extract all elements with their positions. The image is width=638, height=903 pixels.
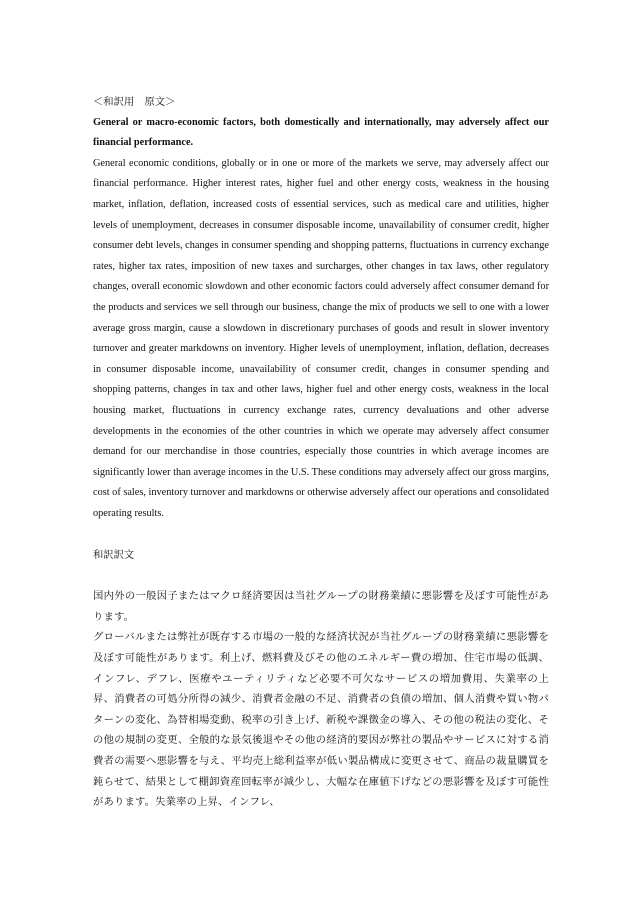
japanese-heading: 国内外の一般因子またはマクロ経済要因は当社グループの財務業績に悪影響を及ぼす可能性があります。 — [93, 590, 549, 623]
source-text-label: ＜和訳用 原文＞ — [93, 96, 176, 108]
english-heading: General or macro-economic factors, both domestically and internationally, may adversely affect our financial performance. — [93, 116, 549, 149]
section-gap — [93, 524, 549, 545]
translation-label: 和訳訳文 — [93, 549, 135, 562]
section-gap — [93, 566, 549, 587]
japanese-body: グローバルまたは弊社が既存する市場の一般的な経済状況が当社グループの財務業績に悪影響を及ぼす可能性があります。利上げ、燃料費及びその他のエネルギー費の増加、住宅市場の低調、インフレ、デフレ、医療やユーティリティなど必要不可欠なサービスの増加費用、失業率の上昇、消費者の可処分所得の減少、消費者金融の不足、消費者の負債の増加、個人消費や買い物パターンの変化、為替相場変動、税率の引き上げ、新税や課徴金の導入、その他の税法の変化、その他の規制の変更、全般的な景気後退やその他の経済的要因が弊社の製品やサービスに対する消費者の需要へ悪影響を与え、平均売上総利益率が低い製品構成に変更させて、商品の裁量購買を鈍らせて、結果として棚卸資産回転率が減少し、大幅な在庫値下げなどの悪影響を及ぼす可能性があります。失業率の上昇、インフレ、 — [93, 631, 549, 809]
english-body: General economic conditions, globally or in one or more of the markets we serve, may adversely affect our financial performance. Higher interest rates, higher fuel and other energy costs, weakness in the housing market, inflation, deflation, increased costs of essential services, such as medical care and utilities, higher levels of unemployment, decreases in consumer disposable income, unavailability of consumer credit, higher consumer debt levels, changes in consumer spending and shopping patterns, fluctuations in currency exchange rates, higher tax rates, imposition of new taxes and surcharges, other changes in tax laws, other regulatory changes, overall economic slowdown and other economic factors could adversely affect consumer demand for the products and services we sell through our business, change the mix of products we sell to one with a lower average gross margin, cause a slowdown in discretionary purchases of goods and result in slower inventory turnover and greater markdowns on inventory. Higher levels of unemployment, inflation, deflation, decreases in consumer disposable income, unavailability of consumer credit, changes in consumer spending and shopping patterns, changes in tax and other laws, higher fuel and other energy costs, weakness in the local housing market, fluctuations in currency exchange rates, currency devaluations and other adverse developments in the economies of the other countries in which we operate may adversely affect consumer demand for our merchandise in those countries, especially those countries in which average incomes are significantly lower than average incomes in the U.S. These conditions may adversely affect our gross margins, cost of sales, inventory turnover and markdowns or otherwise adversely affect our operations and consolidated operating results. — [93, 157, 549, 519]
document-page — [93, 92, 549, 813]
